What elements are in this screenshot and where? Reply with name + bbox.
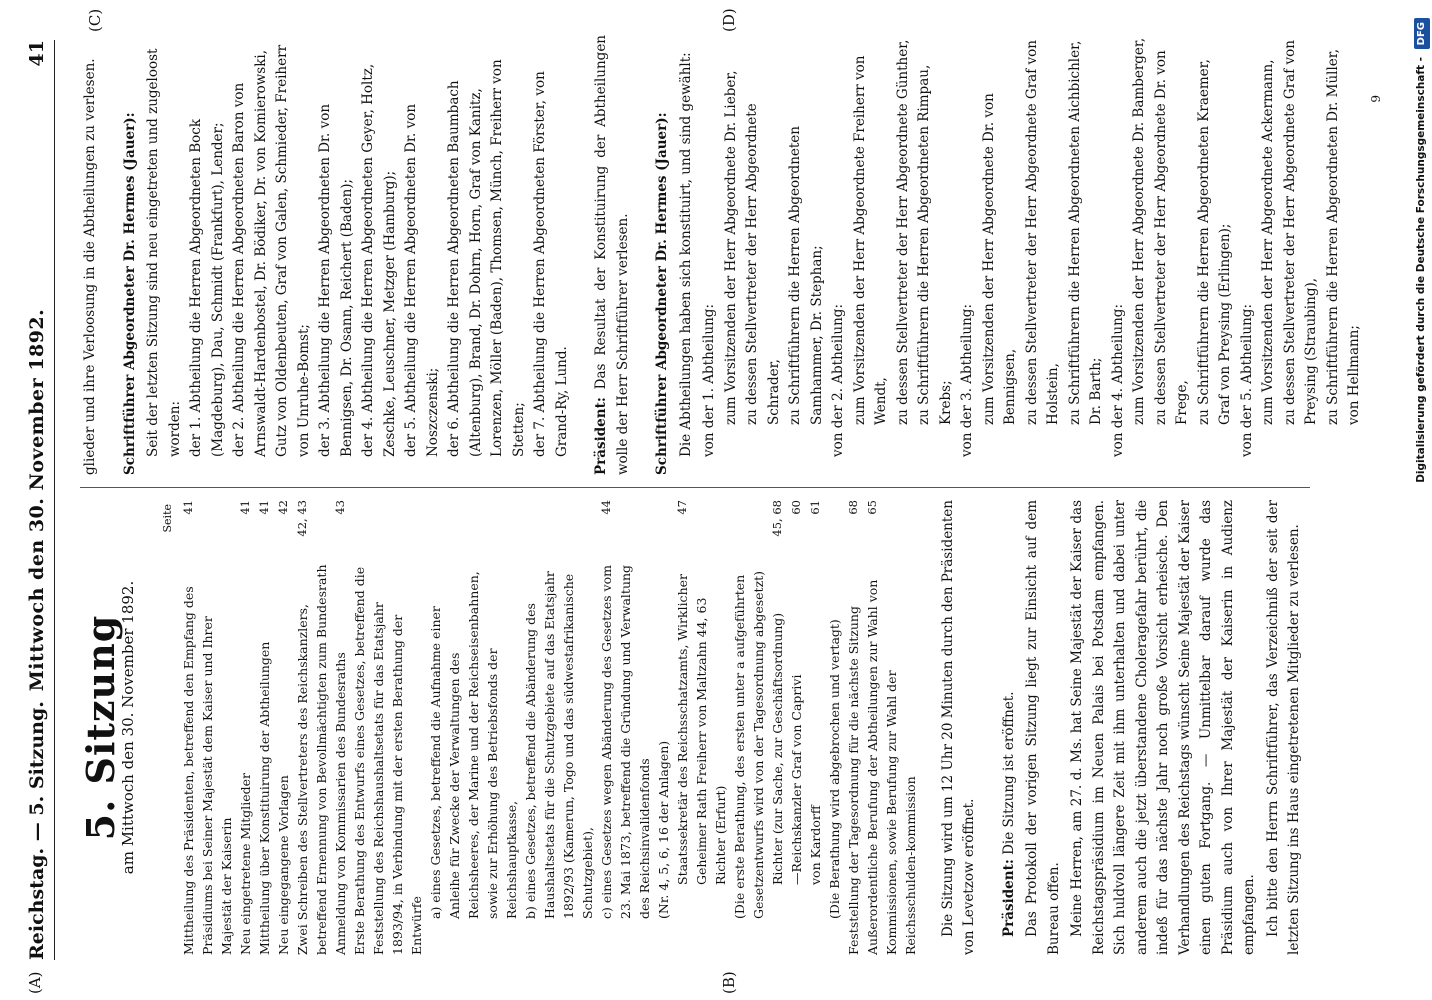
toc-entry-text: Richter (zur Sache, zur Geschäftsordnung)	[769, 612, 785, 885]
list-item: zu dessen Stellvertreter der Herr Abgeordnete Günther,	[894, 39, 911, 425]
new-members-list	[143, 35, 573, 475]
toc-entry-page: 47	[674, 500, 689, 515]
statement-text: Das Resultat der Konstituirung der Abtheilungen wolle der Herr Schriftführer verlesen.	[593, 35, 631, 475]
list-item: der 2. Abtheilung die Herren Abgeordneten Baron von Arnswaldt-Hardenbostel, Dr. Bödiker, Dr. von Komierowski, Gutz von Oldenbeuten, Graf von Galen, Schmieder, Freiherr von Unruhe-Bomst;	[231, 44, 312, 457]
column-marker-d: (D)	[720, 8, 738, 32]
statement-text: Die Sitzung ist eröffnet.	[1000, 691, 1017, 855]
session-date: am Mittwoch den 30. November 1892.	[118, 580, 137, 875]
column-divider	[80, 487, 1310, 488]
toc-entry	[255, 500, 274, 955]
running-title-center: Mittwoch den 30. November 1892.	[26, 308, 48, 692]
toc-entry-page	[654, 500, 673, 564]
toc-entry-page	[825, 500, 844, 564]
session-title: 5. Sitzung	[78, 614, 123, 841]
list-item: zu dessen Stellvertreter der Herr Abgeordnete Schrader,	[744, 103, 782, 425]
toc-page-label: Seite	[161, 504, 174, 533]
constitution-list	[699, 35, 1366, 475]
toc-entry	[236, 500, 255, 955]
list-item: von der 2. Abtheilung:	[830, 303, 846, 457]
toc-entry-text: b) eines Gesetzes, betreffend die Abänderung des Haushaltsetats für die Schutzgebiete auf das Etatsjahr 1892/93 (Kamerun, Togo und das südwestafrikanische Schutzgebiet),	[522, 571, 595, 919]
toc-entry	[654, 500, 673, 955]
toc-entry-page: 42	[275, 500, 290, 515]
toc-entry-page: 60	[788, 500, 803, 515]
list-item: zu Schriftführern die Herren Abgeordneten Kraemer, Graf von Preysing (Erlingen);	[1195, 59, 1233, 425]
continuation-paragraph: glieder und ihre Verloosung in die Abtheilungen zu verlesen.	[82, 58, 98, 475]
toc-entry-text: Neu eingegangene Vorlagen	[275, 775, 291, 955]
digitization-credit	[1410, 0, 1432, 1000]
toc-entry-text: (Nr. 4, 5, 6, 16 der Anlagen)	[655, 740, 671, 919]
right-column	[80, 35, 1387, 475]
list-item: von der 1. Abtheilung:	[701, 303, 717, 457]
toc-entry-page: 41	[180, 500, 195, 515]
list-item: von der 4. Abtheilung:	[1109, 303, 1126, 457]
list-item: zu Schriftführern die Herren Abgeordneten Rimpau, Krebs;	[916, 64, 954, 425]
toc-entry-text: von Kardorff	[807, 805, 823, 885]
toc-entry-page: 42, 43	[294, 500, 309, 537]
list-item: der 4. Abtheilung die Herren Abgeordneten Geyer, Holtz, Zeschke, Leuschner, Metzger (Hamburg);	[360, 63, 398, 457]
list-item: der 3. Abtheilung die Herren Abgeordneten Dr. von Bennigsen, Dr. Osann, Reichert (Baden);	[317, 103, 355, 457]
toc-entry-page	[426, 500, 521, 564]
toc-entry	[730, 500, 768, 955]
credit-text: Digitalisierung gefördert durch die Deutsche Forschungsgemeinschaft -	[1415, 57, 1427, 483]
page-number: 41	[26, 40, 48, 67]
toc-entry	[863, 500, 920, 955]
toc-entry-page: 43	[332, 500, 347, 515]
toc-entry	[825, 500, 844, 955]
toc-entry	[673, 500, 711, 955]
toc-entry	[806, 500, 825, 955]
toc-entry-text: a) eines Gesetzes, betreffend die Aufnahme einer Anleihe für Zwecke der Verwaltungen des Reichsheeres, der Marine und der Reichseisenbahnen, sowie zur Erhöhung des Betriebsfonds der Reichshauptkasse,	[427, 571, 519, 919]
toc-entry-text: Mittheilung über Konstituirung der Abtheilungen	[256, 641, 272, 955]
speaker-label: Schriftführer Abgeordneter Dr. Hermes (Jauer):	[654, 112, 670, 475]
toc-entry-text: Anmeldung von Kommissarien des Bundesraths	[332, 652, 348, 955]
list-item: zu dessen Stellvertreter der Herr Abgeordnete Graf von Preysing (Straubing),	[1281, 40, 1319, 425]
list-item: der 7. Abtheilung die Herren Abgeordneten Förster, von Grand-Ry, Lund.	[532, 71, 570, 457]
toc-entry-page: 61	[807, 500, 822, 515]
toc-entry-page: 41	[237, 500, 252, 515]
opening-paragraph: Die Sitzung wird um 12 Uhr 20 Minuten durch den Präsidenten von Levetzow eröffnet.	[939, 500, 977, 955]
toc-entry-page	[521, 500, 597, 564]
toc-entry-text: Feststellung der Tagesordnung für die nächste Sitzung	[845, 606, 861, 955]
list-item: von der 3. Abtheilung:	[959, 303, 975, 457]
list-item: zu Schriftführern die Herren Abgeordneten Aichbichler, Dr. Barth;	[1066, 40, 1104, 425]
toc-entry-text: Mittheilung des Präsidenten, betreffend den Empfang des Präsidiums bei Seiner Majestät dem Kaiser und Ihrer Majestät der Kaiserin	[180, 586, 234, 955]
secretary-heading-2	[652, 35, 674, 475]
toc-entry-page	[711, 500, 730, 564]
toc-entry-page: 44	[598, 500, 613, 515]
list-item: zum Vorsitzenden der Herr Abgeordnete Freiherr von Wendt,	[851, 55, 889, 425]
toc-entry-text: Richter (Erfurt)	[712, 785, 728, 885]
toc-entry-page: 68	[845, 500, 860, 515]
list-item: der 1. Abtheilung die Herren Abgeordneten Bock (Magdeburg), Dau, Schmidt (Frankfurt), Lender;	[188, 118, 226, 457]
constitution-intro: Die Abtheilungen haben sich konstituirt, und sind gewählt:	[677, 52, 694, 457]
column-marker-b: (B)	[720, 971, 738, 994]
toc-entry-text: Zwei Schreiben des Stellvertreters des Reichskanzlers, betreffend Ernennung von Bevollmächtigten zum Bundesrath	[294, 564, 329, 955]
toc-entry	[350, 500, 426, 955]
toc-entry-page: 41	[256, 500, 271, 515]
request-paragraph: Ich bitte den Herrn Schriftführer, das Verzeichniß der seit der letzten Sitzung ins Haus eingetretenen Mitglieder zu verlesen.	[1264, 500, 1302, 955]
toc-entry	[768, 500, 787, 955]
toc-entry	[597, 500, 654, 955]
list-item: zu Schriftführern die Herren Abgeordneten Dr. Müller, von Hellmann;	[1324, 48, 1362, 425]
running-header	[20, 40, 55, 960]
left-column	[80, 500, 1308, 955]
toc-entry-text: (Die Berathung wird abgebrochen und vertagt)	[826, 619, 842, 919]
list-item: zu Schriftführern die Herren Abgeordneten Samhammer, Dr. Stephan;	[787, 126, 825, 425]
toc-entry	[331, 500, 350, 955]
toc-entry	[787, 500, 806, 955]
list-item: zum Vorsitzenden der Herr Abgeordnete Ackermann,	[1260, 59, 1276, 425]
toc-entry	[274, 500, 293, 955]
president-statement	[999, 500, 1021, 955]
toc-entry	[711, 500, 730, 955]
toc-entry-text: Staatssekretär des Reichsschatzamts, Wirklicher Geheimer Rath Freiherr von Maltzahn 44, 63	[674, 574, 709, 885]
list-item: von der 5. Abtheilung:	[1238, 303, 1255, 457]
list-item: zu dessen Stellvertreter der Herr Abgeordnete Graf von Holstein,	[1023, 40, 1061, 425]
toc-entry	[426, 500, 521, 955]
audience-paragraph: Meine Herren, am 27. d. Ms. hat Seine Majestät der Kaiser das Reichstagspräsidium im Neuen Palais bei Potsdam empfangen. Sich huldvoll längere Zeit mit ihm unterhalten und dabei unter anderem auch die jetzt überstandene Choleragefahr berührt, die indeß für das nächste Jahr noch große Vorsicht erheische. Den Verhandlungen des Reichstags wünscht Seine Majestät der Kaiser einen guten Fortgang. — Unmittelbar darauf wurde das Präsidium auch von Ihrer Majestät der Kaiserin in Audienz empfangen.	[1069, 500, 1257, 955]
list-item: zum Vorsitzenden der Herr Abgeordnete Dr. von Bennigsen,	[980, 93, 1018, 425]
toc-entry-page	[730, 500, 768, 564]
protocol-paragraph: Das Protokoll der vorigen Sitzung liegt zur Einsicht auf dem Bureau offen.	[1024, 500, 1062, 955]
toc-entry-text: Erste Berathung des Entwurfs eines Gesetzes, betreffend die Feststellung des Reichshaushaltsetats für das Etatsjahr 1893/94, in Verbindung mit der ersten Berathung der Entwürfe	[351, 566, 424, 955]
toc-entry	[844, 500, 863, 955]
list-item: zum Vorsitzenden der Herr Abgeordnete Dr. Lieber,	[722, 70, 739, 425]
column-marker-c: (C)	[86, 8, 104, 32]
speaker-label: Präsident:	[593, 397, 609, 475]
toc-entry-text: Neu eingetretene Mitglieder	[237, 772, 253, 955]
list-item: zum Vorsitzenden der Herr Abgeordnete Dr. Bamberger,	[1131, 37, 1147, 425]
dfg-logo: DFG	[1414, 18, 1430, 49]
signature-mark: 9	[1368, 95, 1383, 103]
toc-entry-text: Außerordentliche Berufung der Abtheilungen zur Wahl von Kommissionen, sowie Berufung zur Wahl der Reichsschulden-kommission	[864, 579, 918, 955]
list-item: der 6. Abtheilung die Herren Abgeordneten Baumbach (Altenburg), Brand, Dr. Dohrn, Horn, Graf von Kanitz, Lorenzen, Möller (Baden), Thomsen, Münch, Freiherr von Stetten;	[446, 59, 527, 457]
column-marker-a: (A)	[26, 971, 44, 994]
toc-entry-text: —Reichskanzler Graf von Caprivi	[788, 674, 804, 885]
toc-entry-text: c) eines Gesetzes wegen Abänderung des Gesetzes vom 23. Mai 1873, betreffend die Gründung und Verwaltung des Reichsinvalidenfonds	[598, 564, 652, 919]
toc-entry	[179, 500, 236, 955]
list-item: Seit der letzten Sitzung sind neu eingetreten und zugeloost worden:	[145, 48, 183, 457]
president-request	[591, 35, 634, 475]
toc-entry-page: 65	[864, 500, 879, 515]
speaker-label: Präsident:	[1000, 859, 1017, 937]
toc-entry-text: (Die erste Berathung, des ersten unter a aufgeführten Gesetzentwurfs wird von der Tagesordnung abgesetzt)	[731, 570, 766, 919]
toc-entry-page	[350, 500, 426, 564]
speaker-label: Schriftführer Abgeordneter Dr. Hermes (Jauer):	[121, 112, 138, 475]
running-title-left: Reichstag. — 5. Sitzung.	[26, 701, 48, 960]
toc-entry	[293, 500, 331, 955]
list-item: zu dessen Stellvertreter der Herr Abgeordnete Dr. von Frege,	[1152, 50, 1190, 425]
secretary-heading-1	[120, 35, 142, 475]
toc-entry-page: 45, 68	[769, 500, 784, 537]
table-of-contents	[179, 500, 920, 955]
list-item: der 5. Abtheilung die Herren Abgeordneten Dr. von Noszczenski;	[403, 103, 441, 457]
toc-entry	[521, 500, 597, 955]
